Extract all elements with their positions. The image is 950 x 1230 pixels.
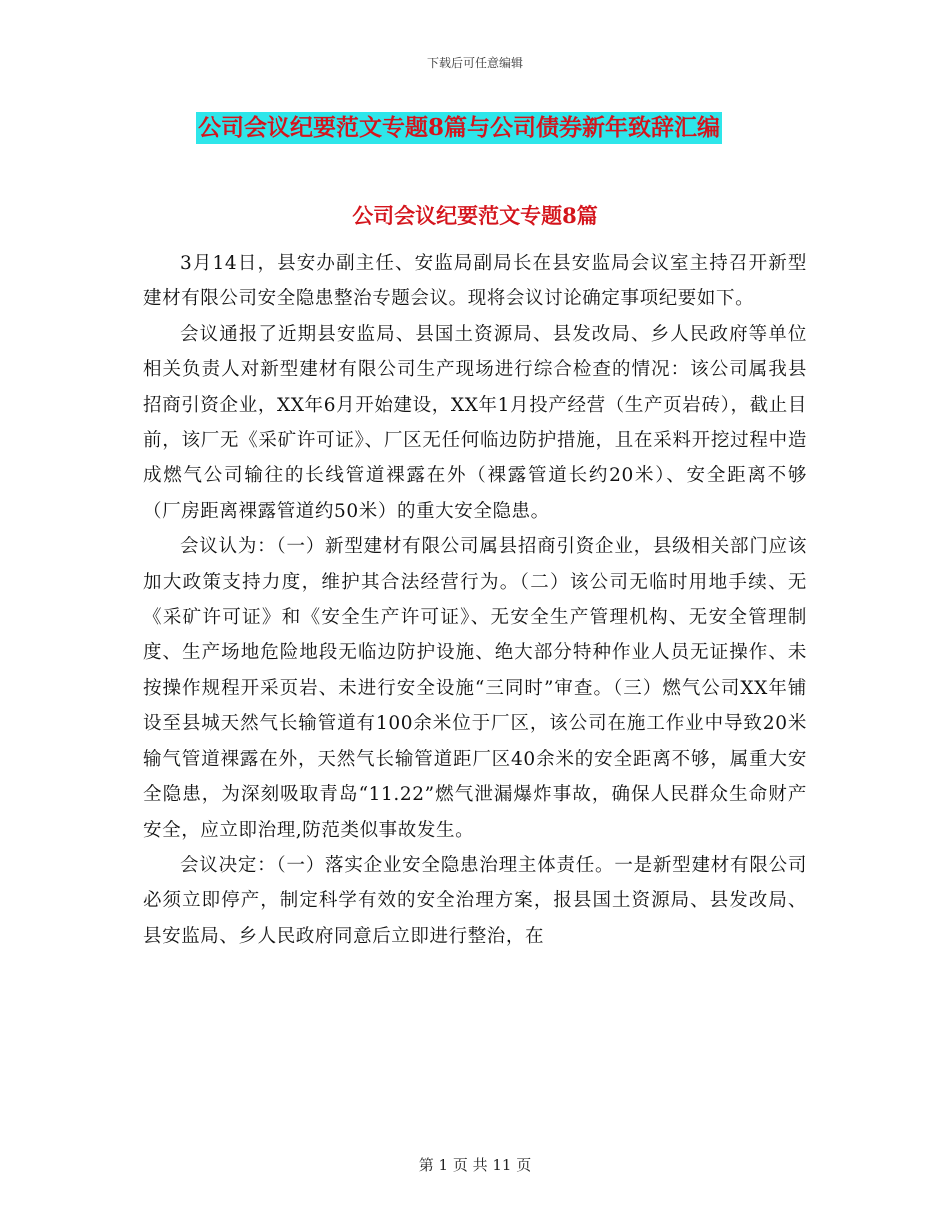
body-paragraph: 会议认为：（一）新型建材有限公司属县招商引资企业，县级相关部门应该加大政策支持力度，维护其合法经营行为。（二）该公司无临时用地手续、无《采矿许可证》和《安全生产许可证》、无安全生产管理机构、无安全管理制度、生产场地危险地段无临边防护设施、绝大部分特种作业人员无证操作、未按操作规程开采页岩、未进行安全设施“三同时”审查。（三）燃气公司XX年铺设至县城天然气长输管道有100余米位于厂区，该公司在施工作业中导致20米输气管道裸露在外，天然气长输管道距厂区40余米的安全距离不够，属重大安全隐患，为深刻吸取青岛“11.22”燃气泄漏爆炸事故，确保人民群众生命财产安全，应立即治理,防范类似事故发生。 [143,536,807,841]
document-main-title: 公司会议纪要范文专题8篇与公司债券新年致辞汇编 [196,112,722,144]
body-paragraph: 3月14日，县安办副主任、安监局副局长在县安监局会议室主持召开新型建材有限公司安全隐患整治专题会议。现将会议讨论确定事项纪要如下。 [143,253,807,310]
body-paragraph: 会议决定：（一）落实企业安全隐患治理主体责任。一是新型建材有限公司必须立即停产，制定科学有效的安全治理方案，报县国土资源局、县发改局、县安监局、乡人民政府同意后立即进行整治，在 [143,854,807,947]
document-body [143,246,807,954]
page-footer: 第 1 页 共 11 页 [418,1156,532,1174]
body-paragraph: 会议通报了近期县安监局、县国土资源局、县发改局、乡人民政府等单位相关负责人对新型建材有限公司生产现场进行综合检查的情况：该公司属我县招商引资企业，XX年6月开始建设，XX年1月投产经营（生产页岩砖），截止目前，该厂无《采矿许可证》、厂区无任何临边防护措施，且在采料开挖过程中造成燃气公司输往的长线管道裸露在外（裸露管道长约20米）、安全距离不够（厂房距离裸露管道约50米）的重大安全隐患。 [143,323,807,522]
section-title: 公司会议纪要范文专题8篇 [352,203,598,228]
header-note: 下载后可任意编辑 [426,56,523,70]
